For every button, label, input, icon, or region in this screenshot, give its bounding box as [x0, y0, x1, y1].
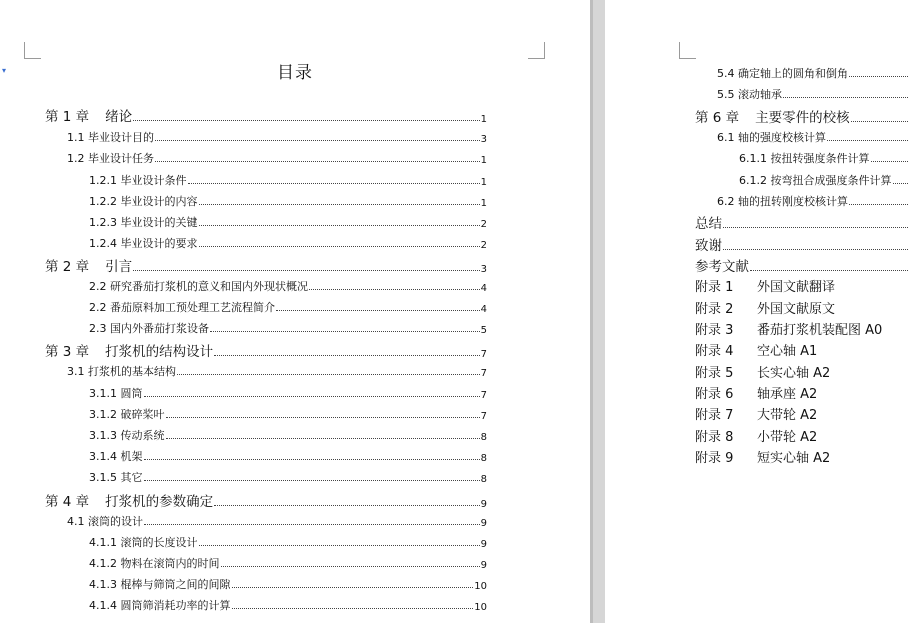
toc-entry-references[interactable]: 参考文献	[695, 255, 908, 275]
appendix-entry[interactable]: 附录 5 长实心轴 A2	[695, 366, 831, 381]
crop-mark	[24, 42, 41, 59]
toc-entry[interactable]: 4.1.1 滚筒的长度设计 9	[89, 536, 487, 550]
toc-entry[interactable]: 3.1.4 机架 8	[89, 450, 487, 464]
toc-entry[interactable]: 3.1 打浆机的基本结构 7	[67, 365, 487, 379]
toc-entry[interactable]: 6.2 轴的扭转刚度校核计算	[717, 193, 908, 209]
toc-entry-acknowledgement[interactable]: 致谢	[695, 234, 908, 254]
toc-entry[interactable]: 4.1.3 棍棒与筛筒之间的间隙 10	[89, 578, 487, 592]
appendix-entry[interactable]: 附录 9 短实心轴 A2	[695, 451, 831, 466]
toc-entry[interactable]: 1.1 毕业设计目的 3	[67, 131, 487, 145]
toc-entry-summary[interactable]: 总结	[695, 212, 908, 232]
crop-mark	[679, 42, 696, 59]
document-page-right	[605, 0, 908, 623]
toc-entry[interactable]: 2.2 番茄原料加工预处理工艺流程简介 4	[89, 301, 487, 315]
toc-entry[interactable]: 3.1.3 传动系统 8	[89, 429, 487, 443]
appendix-entry[interactable]: 附录 2 外国文献原文	[695, 302, 836, 317]
appendix-entry[interactable]: 附录 7 大带轮 A2	[695, 408, 818, 423]
toc-entry[interactable]: 1.2.4 毕业设计的要求 2	[89, 237, 487, 251]
toc-entry[interactable]: 3.1.5 其它 8	[89, 471, 487, 485]
toc-entry[interactable]: 3.1.1 圆筒 7	[89, 387, 487, 401]
toc-entry[interactable]: 1.2.2 毕业设计的内容 1	[89, 195, 487, 209]
toc-entry[interactable]: 1.2 毕业设计任务 1	[67, 152, 487, 166]
toc-entry[interactable]: 4.1.2 物料在滚筒内的时间 9	[89, 557, 487, 571]
appendix-entry[interactable]: 附录 8 小带轮 A2	[695, 430, 818, 445]
toc-entry[interactable]: 6.1.2 按弯扭合成强度条件计算	[739, 172, 908, 188]
crop-mark	[528, 42, 545, 59]
toc-entry[interactable]: 2.2 研究番茄打浆机的意义和国内外现状概况 4	[89, 280, 487, 294]
toc-entry[interactable]: 4.1.4 圆筒筛消耗功率的计算 10	[89, 599, 487, 613]
toc-entry[interactable]: 6.1 轴的强度校核计算	[717, 129, 908, 145]
ruler-marker-icon: ▾	[2, 66, 7, 75]
appendix-entry[interactable]: 附录 4 空心轴 A1	[695, 344, 818, 359]
toc-entry-chapter-4[interactable]: 第 4 章 打浆机的参数确定 9	[45, 494, 487, 510]
appendix-entry[interactable]: 附录 6 轴承座 A2	[695, 387, 818, 402]
toc-entry[interactable]: 5.5 滚动轴承	[717, 86, 908, 102]
appendix-entry[interactable]: 附录 1 外国文献翻译	[695, 280, 836, 295]
toc-entry-chapter-2[interactable]: 第 2 章 引言 3	[45, 259, 487, 275]
toc-entry[interactable]: 2.3 国内外番茄打浆设备 5	[89, 322, 487, 336]
toc-entry-chapter-3[interactable]: 第 3 章 打浆机的结构设计 7	[45, 344, 487, 360]
toc-entry[interactable]: 1.2.3 毕业设计的关键 2	[89, 216, 487, 230]
toc-entry[interactable]: 4.1 滚筒的设计 9	[67, 515, 487, 529]
toc-entry-chapter-1[interactable]: 第 1 章 绪论 1	[45, 109, 487, 125]
toc-entry[interactable]: 6.1.1 按扭转强度条件计算	[739, 150, 908, 166]
page-gap-edge	[590, 0, 593, 623]
toc-entry[interactable]: 5.4 确定轴上的圆角和倒角	[717, 65, 908, 81]
toc-title: 目录	[277, 63, 313, 83]
appendix-entry[interactable]: 附录 3 番茄打浆机装配图 A0	[695, 323, 883, 338]
toc-entry[interactable]: 1.2.1 毕业设计条件 1	[89, 174, 487, 188]
toc-entry[interactable]: 3.1.2 破碎桨叶 7	[89, 408, 487, 422]
toc-entry-chapter-6[interactable]: 第 6 章 主要零件的校核	[695, 106, 908, 126]
